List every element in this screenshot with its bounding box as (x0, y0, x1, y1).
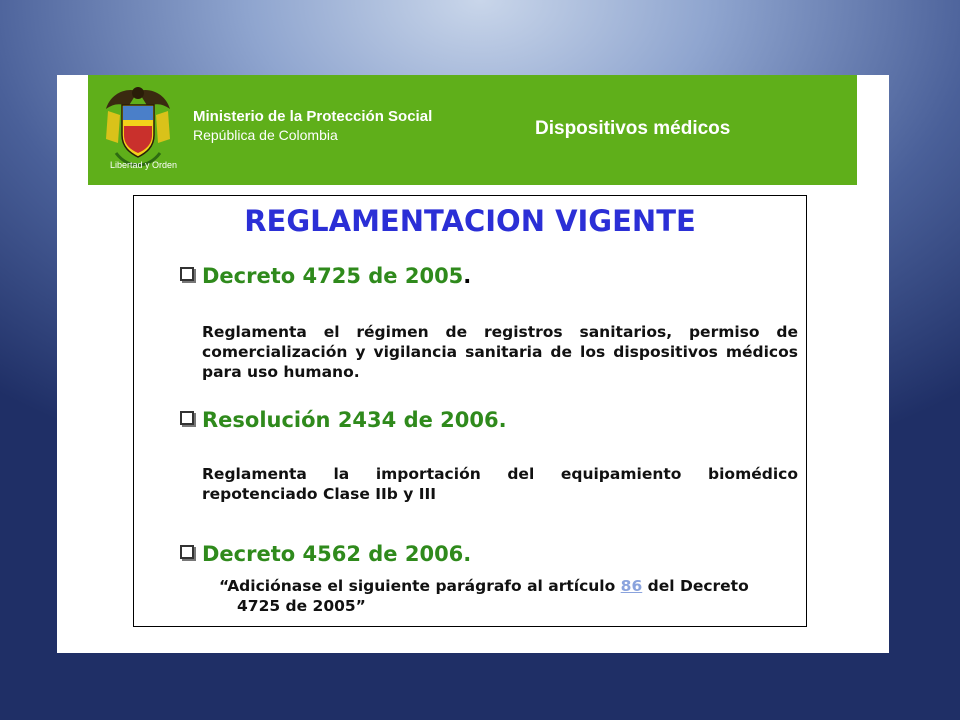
item-quote (219, 576, 809, 616)
header-banner (88, 75, 857, 185)
ministry-name: Ministerio de la Protección Social (193, 108, 433, 125)
content-box (133, 195, 807, 627)
crest-motto: Libertad y Orden (110, 160, 178, 170)
list-item-resolucion-2434 (180, 408, 507, 432)
quote-text-end: 4725 de 2005” (237, 597, 366, 615)
item-label: Resolución 2434 de 2006. (202, 408, 507, 432)
item-label: Decreto 4562 de 2006. (202, 542, 472, 566)
slide (57, 75, 889, 653)
article-86-link[interactable]: 86 (620, 577, 643, 595)
list-item-decreto-4725 (180, 264, 471, 288)
checkbox-bullet-icon (180, 545, 194, 559)
quote-text-mid: del Decreto (642, 577, 749, 595)
item-label-period: . (463, 264, 472, 288)
list-item-decreto-4562 (180, 542, 471, 566)
section-title: Dispositivos médicos (535, 118, 731, 139)
checkbox-bullet-icon (180, 267, 194, 281)
item-label: Decreto 4725 de 2005 (202, 264, 464, 288)
item-description: Reglamenta la importación del equipamiento biomédico repotenciado Clase IIb y III (202, 465, 798, 503)
quote-text-start: “Adiciónase el siguiente parágrafo al artículo (219, 577, 621, 595)
item-description: Reglamenta el régimen de registros sanitarios, permiso de comercialización y vigilancia sanitaria de los dispositivos médicos para uso humano. (202, 323, 798, 381)
country-name: República de Colombia (193, 127, 338, 143)
page-title: REGLAMENTACION VIGENTE (244, 204, 696, 238)
ministry-block (193, 108, 432, 144)
checkbox-bullet-icon (180, 411, 194, 425)
